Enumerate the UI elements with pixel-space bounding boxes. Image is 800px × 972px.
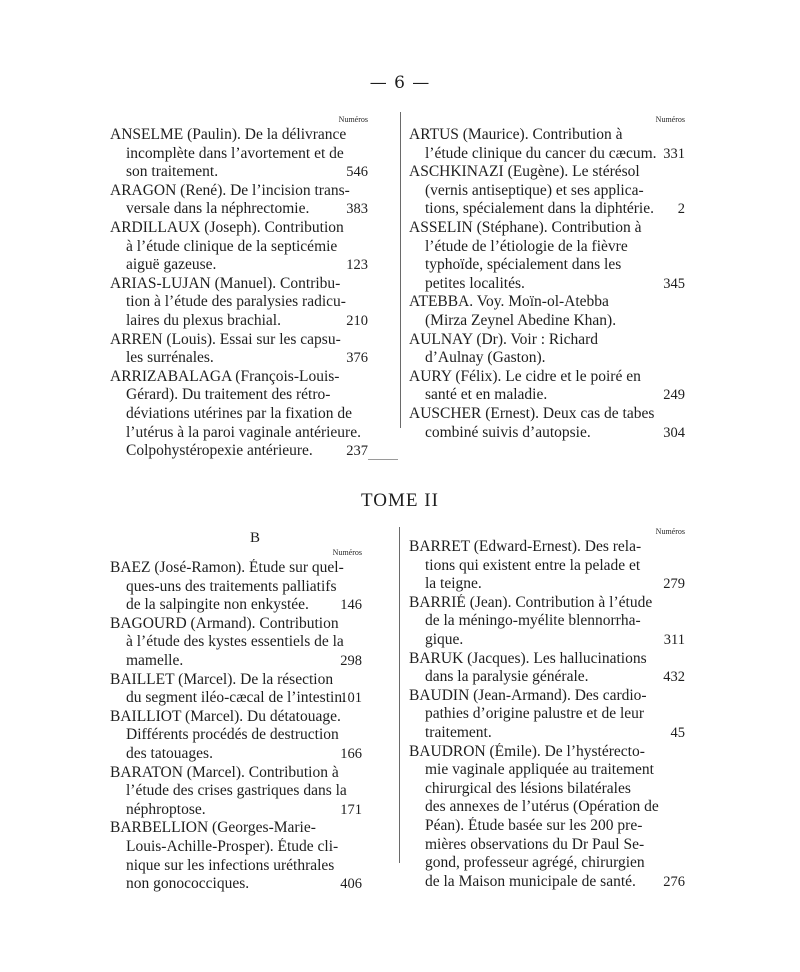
- entry-page-number: 166: [340, 745, 362, 762]
- entry-line: (Mirza Zeynel Abedine Khan).: [425, 311, 617, 329]
- entry-line: à l’étude des kystes essentiels de la: [126, 633, 344, 651]
- column-header: Numéros: [655, 527, 685, 536]
- index-entry: [110, 708, 362, 764]
- entry-line: tions qui existent entre la pelade et: [425, 556, 641, 574]
- entry-page-number: 237: [346, 443, 368, 460]
- index-entry: [110, 764, 362, 820]
- column-header: Numéros: [338, 115, 368, 124]
- entry-page-number: 276: [663, 873, 685, 890]
- entry-page-number: 146: [340, 597, 362, 614]
- entry-line: BARRET (Edward-Ernest). Des rela-: [409, 538, 642, 555]
- entry-line: incomplète dans l’avortement et de: [126, 144, 344, 162]
- entry-line: (vernis antiseptique) et ses applica-: [425, 181, 644, 199]
- entry-line: néphroptose.: [126, 800, 206, 818]
- entry-page-number: 304: [663, 424, 685, 441]
- entry-line: l’utérus à la paroi vaginale antérieure.: [126, 423, 361, 441]
- entry-page-number: 546: [346, 164, 368, 181]
- entry-line: Gérard). Du traitement des rétro-: [126, 386, 331, 404]
- entry-line: tion à l’étude des paralysies radicu-: [126, 293, 346, 311]
- index-entry: [409, 687, 685, 743]
- entry-line: l’étude des crises gastriques dans la: [126, 782, 347, 800]
- entry-line: Péan). Étude basée sur les 200 pre-: [425, 816, 643, 834]
- entry-line: ARDILLAUX (Joseph). Contribution: [110, 218, 344, 236]
- index-entry: [110, 368, 368, 461]
- entry-page-number: 101: [340, 690, 362, 707]
- entry-line: à l’étude clinique de la septicémie: [126, 237, 338, 255]
- entry-line: des annexes de l’utérus (Opération de: [425, 798, 659, 816]
- entry-page-number: 331: [663, 145, 685, 162]
- entry-page-number: 171: [340, 801, 362, 818]
- entry-line: BAEZ (José-Ramon). Étude sur quel-: [110, 559, 344, 576]
- entry-page-number: 432: [663, 669, 685, 686]
- index-entry: [409, 368, 685, 405]
- entry-line: BAGOURD (Armand). Contribution: [110, 614, 339, 632]
- entry-line: mamelle.: [126, 651, 184, 669]
- entry-line: ASCHKINAZI (Eugène). Le stérésol: [409, 163, 640, 181]
- index-entry: [409, 219, 685, 293]
- entry-line: Louis-Achille-Prosper). Étude cli-: [126, 837, 339, 855]
- index-entry: [409, 331, 685, 368]
- index-entry: [409, 405, 685, 442]
- section-letter: B: [249, 530, 260, 546]
- separator-dash: [368, 459, 398, 460]
- entry-line: ASSELIN (Stéphane). Contribution à: [409, 218, 642, 236]
- entry-line: Différents procédés de destruction: [126, 726, 339, 744]
- entry-line: ques-uns des traitements palliatifs: [126, 577, 337, 595]
- index-entry: [110, 275, 368, 331]
- entry-line: ARTUS (Maurice). Contribution à: [409, 126, 623, 143]
- entry-line: tions, spécialement dans la diphtérie.: [425, 200, 654, 218]
- entry-line: AURY (Félix). Le cidre et le poiré en: [409, 367, 641, 385]
- entry-line: petites localités.: [425, 274, 525, 292]
- entry-line: mières observations du Dr Paul Se-: [425, 835, 645, 853]
- entry-line: BARBELLION (Georges-Marie-: [110, 819, 316, 837]
- column-top-left: [110, 115, 368, 461]
- entry-line: Colpohystéropexie antérieure.: [126, 442, 313, 460]
- entry-line: ANSELME (Paulin). De la délivrance: [110, 126, 347, 143]
- index-entry: [409, 163, 685, 219]
- entry-line: ARAGON (René). De l’incision trans-: [110, 181, 350, 199]
- entry-line: AUSCHER (Ernest). Deux cas de tabes: [409, 404, 655, 422]
- entry-line: BAUDRON (Émile). De l’hystérecto-: [409, 742, 645, 760]
- entry-line: la teigne.: [425, 575, 482, 593]
- index-entry: [110, 182, 368, 219]
- entry-line: des tatouages.: [126, 744, 213, 762]
- entry-page-number: 383: [346, 201, 368, 218]
- entry-line: traitement.: [425, 723, 492, 741]
- index-entry: [110, 331, 368, 368]
- entry-line: de la Maison municipale de santé.: [425, 872, 636, 890]
- entry-line: mie vaginale appliquée au traitement: [425, 761, 654, 779]
- tome-title: TOME II: [361, 490, 439, 511]
- entry-line: de la salpingite non enkystée.: [126, 596, 309, 614]
- entry-line: AULNAY (Dr). Voir : Richard: [409, 330, 598, 348]
- entry-line: combiné suivis d’autopsie.: [425, 423, 591, 441]
- entry-page-number: 123: [346, 257, 368, 274]
- entry-line: ARRIZABALAGA (François-Louis-: [110, 367, 340, 385]
- column-top-right: [409, 115, 685, 442]
- index-entry: [409, 538, 685, 594]
- index-entry: [409, 594, 685, 650]
- index-entry: [110, 219, 368, 275]
- entry-line: ATEBBA. Voy. Moïn-ol-Atebba: [409, 293, 609, 311]
- entry-line: non gonococciques.: [126, 875, 250, 893]
- entry-page-number: 210: [346, 312, 368, 329]
- entry-page-number: 406: [340, 876, 362, 893]
- index-entry: [409, 126, 685, 163]
- entry-line: déviations utérines par la fixation de: [126, 404, 352, 422]
- entry-page-number: 345: [663, 275, 685, 292]
- entry-line: aiguë gazeuse.: [126, 256, 217, 274]
- index-entry: [110, 615, 362, 671]
- entry-line: typhoïde, spécialement dans les: [425, 256, 622, 274]
- entry-line: ARREN (Louis). Essai sur les capsu-: [110, 330, 341, 348]
- entry-line: BARRIÉ (Jean). Contribution à l’étude: [409, 593, 653, 611]
- entry-page-number: 2: [677, 201, 685, 218]
- entry-page-number: 279: [663, 576, 685, 593]
- entry-line: son traitement.: [126, 163, 219, 181]
- column-header: Numéros: [332, 548, 362, 557]
- entry-line: nique sur les infections uréthrales: [126, 856, 335, 874]
- column-divider-top: [400, 112, 401, 428]
- entry-line: gond, professeur agrégé, chirurgien: [425, 854, 645, 872]
- entry-page-number: 45: [670, 724, 685, 741]
- index-entry: [409, 650, 685, 687]
- column-header: Numéros: [655, 115, 685, 124]
- entry-line: l’étude clinique du cancer du cæcum.: [425, 144, 657, 162]
- column-bottom-left: [110, 548, 362, 894]
- entry-line: versale dans la néphrectomie.: [126, 200, 310, 218]
- entry-line: ARIAS-LUJAN (Manuel). Contribu-: [110, 274, 341, 292]
- index-entry: [110, 126, 368, 182]
- entry-line: du segment iléo-cæcal de l’intestin.: [126, 689, 346, 707]
- column-divider-bottom: [399, 527, 400, 863]
- entry-line: les surrénales.: [126, 349, 214, 367]
- entry-line: pathies d’origine palustre et de leur: [425, 705, 645, 723]
- entry-line: dans la paralysie générale.: [425, 668, 589, 686]
- entry-line: l’étude de l’étiologie de la fièvre: [425, 237, 628, 255]
- entry-line: laires du plexus brachial.: [126, 311, 281, 329]
- entry-line: santé et en maladie.: [425, 386, 548, 404]
- entry-line: BAILLIOT (Marcel). Du détatouage.: [110, 707, 341, 725]
- index-entry: [110, 819, 362, 893]
- entry-page-number: 376: [346, 350, 368, 367]
- index-entry: [409, 743, 685, 892]
- entry-line: BAILLET (Marcel). De la résection: [110, 670, 334, 688]
- entry-line: BAUDIN (Jean-Armand). Des cardio-: [409, 686, 647, 704]
- index-entry: [110, 559, 362, 615]
- entry-line: BARATON (Marcel). Contribution à: [110, 763, 339, 781]
- entry-line: BARUK (Jacques). Les hallucinations: [409, 649, 647, 667]
- entry-page-number: 298: [340, 652, 362, 669]
- entry-line: chirurgical des lésions bilatérales: [425, 779, 631, 797]
- entry-page-number: 311: [663, 631, 685, 648]
- index-entry: [409, 293, 685, 330]
- index-entry: [110, 671, 362, 708]
- entry-line: de la méningo-myélite blennorrha-: [425, 612, 641, 630]
- entry-line: d’Aulnay (Gaston).: [425, 349, 546, 367]
- entry-line: gique.: [425, 630, 464, 648]
- entry-page-number: 249: [663, 387, 685, 404]
- column-bottom-right: [409, 527, 685, 891]
- page-number: — 6 —: [369, 73, 431, 93]
